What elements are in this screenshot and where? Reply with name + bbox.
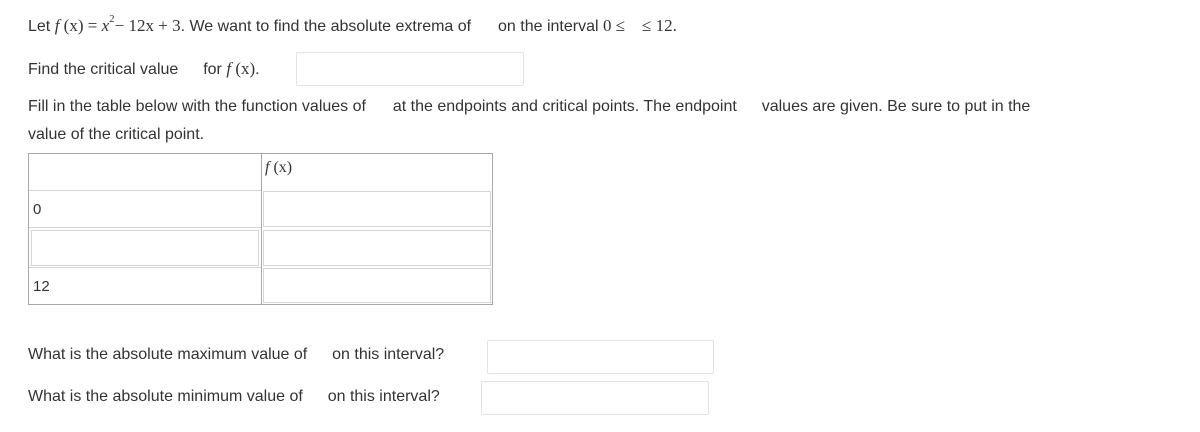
values-table [28,153,493,305]
instructions-line1 [28,98,1030,116]
problem-statement [28,13,677,36]
interval-left-bound: 0 ≤ [602,16,626,35]
table-row-x-cell [29,190,261,228]
table-critical-x-input[interactable] [31,230,259,266]
table-header-x [29,154,261,190]
absolute-max-input[interactable] [487,340,714,374]
table-fx-input[interactable] [263,268,491,303]
problem-prefix: Let [28,18,55,35]
function-expression: f $(x) = x^2- 12x + 3$ [54,13,181,35]
min-question-part-b: on this interval? [327,388,440,405]
table-row-x-cell [29,267,261,304]
critical-label: Find the critical value [28,61,179,78]
problem-mid-text: . We want to find the absolute extrema of [180,18,472,35]
interval-right-bound: ≤ 12. [641,16,677,35]
critical-for-label: for [203,61,222,78]
table-x-value: 0 [33,201,42,218]
table-header-fx: f (x) [262,154,492,190]
min-question [28,388,440,406]
instructions-part-c: values are given. Be sure to put in the [761,98,1031,115]
instructions-part-b: at the endpoints and critical points. The endpoint [392,98,737,115]
table-x-value: 12 [33,278,50,295]
interval-label: on the interval [498,18,599,35]
max-question-part-b: on this interval? [332,346,445,363]
max-question [28,346,444,364]
table-fx-input[interactable] [263,230,491,266]
instructions-part-a: Fill in the table below with the function values of [28,98,366,115]
max-question-part-a: What is the absolute maximum value of [28,346,308,363]
critical-period: . [255,61,260,78]
table-fx-input[interactable] [263,191,491,227]
critical-value-input[interactable] [296,52,524,86]
critical-function: f (x) [226,59,256,78]
min-question-part-a: What is the absolute minimum value of [28,388,303,405]
absolute-min-input[interactable] [481,381,709,415]
critical-value-prompt [28,59,260,79]
instructions-line2: value of the critical point. [28,126,205,143]
